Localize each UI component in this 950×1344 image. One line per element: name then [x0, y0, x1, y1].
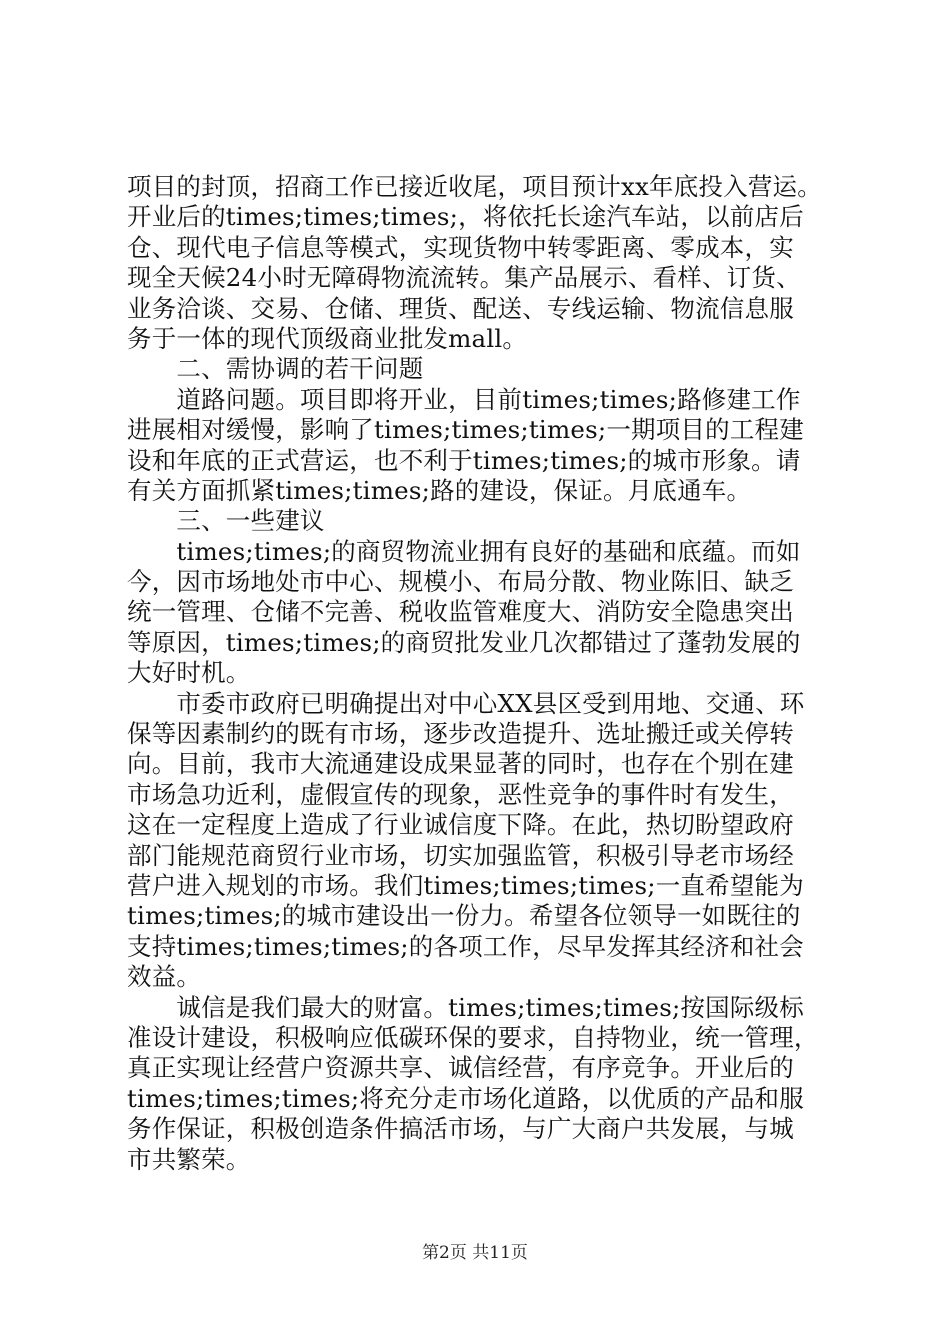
text-line: times;times;times;将充分走市场化道路，以优质的产品和服	[127, 1083, 804, 1113]
text-line: 真正实现让经营户资源共享、诚信经营，有序竞争。开业后的	[127, 1053, 794, 1083]
text-line: 务作保证，积极创造条件搞活市场，与广大商户共发展，与城	[127, 1114, 794, 1144]
text-line: 开业后的times;times;times;，将依托长途汽车站，以前店后	[127, 202, 804, 232]
text-line: 保等因素制约的既有市场，逐步改造提升、选址搬迁或关停转	[127, 719, 794, 749]
text-line: 业务洽谈、交易、仓储、理货、配送、专线运输、物流信息服	[127, 293, 794, 323]
text-line: 诚信是我们最大的财富。times;times;times;按国际级标	[127, 992, 804, 1022]
text-line: 今，因市场地处市中心、规模小、布局分散、物业陈旧、缺乏	[127, 567, 794, 597]
text-line: 部门能规范商贸行业市场，切实加强监管，积极引导老市场经	[127, 840, 794, 870]
text-line: times;times;的城市建设出一份力。希望各位领导一如既往的	[127, 901, 801, 931]
text-line: 仓、现代电子信息等模式，实现货物中转零距离、零成本，实	[127, 232, 794, 262]
text-line: 市场急功近利，虚假宣传的现象，恶性竞争的事件时有发生，	[127, 779, 794, 809]
text-line: 市共繁荣。	[127, 1144, 251, 1174]
text-line: 向。目前，我市大流通建设成果显著的同时，也存在个别在建	[127, 749, 794, 779]
text-line: 大好时机。	[127, 658, 251, 688]
document-body	[127, 172, 833, 1175]
text-line: 三、一些建议	[127, 506, 325, 536]
text-line: 这在一定程度上造成了行业诚信度下降。在此，热切盼望政府	[127, 810, 794, 840]
text-line: 有关方面抓紧times;times;路的建设，保证。月底通车。	[127, 475, 752, 505]
text-line: 统一管理、仓储不完善、税收监管难度大、消防安全隐患突出	[127, 597, 794, 627]
page-number-footer: 第2页 共11页	[422, 1243, 528, 1263]
text-line: 设和年底的正式营运，也不利于times;times;的城市形象。请	[127, 445, 801, 475]
text-line: 等原因，times;times;的商贸批发业几次都错过了蓬勃发展的	[127, 627, 801, 657]
text-line: 效益。	[127, 962, 202, 992]
text-line: 准设计建设，积极响应低碳环保的要求，自持物业，统一管理，	[127, 1022, 819, 1052]
text-line: 现全天候24小时无障碍物流流转。集产品展示、看样、订货、	[127, 263, 801, 293]
text-line: 务于一体的现代顶级商业批发mall。	[127, 323, 528, 353]
text-line: 进展相对缓慢，影响了times;times;times;一期项目的工程建	[127, 415, 804, 445]
text-line: 市委市政府已明确提出对中心XX县区受到用地、交通、环	[127, 688, 805, 718]
text-line: 道路问题。项目即将开业，目前times;times;路修建工作	[127, 384, 801, 414]
text-line: times;times;的商贸物流业拥有良好的基础和底蕴。而如	[127, 536, 801, 566]
text-line: 营户进入规划的市场。我们times;times;times;一直希望能为	[127, 870, 804, 900]
text-line: 支持times;times;times;的各项工作，尽早发挥其经济和社会	[127, 931, 804, 961]
text-line: 二、需协调的若干问题	[127, 354, 424, 384]
text-line: 项目的封顶，招商工作已接近收尾，项目预计xx年底投入营运。	[127, 172, 822, 201]
